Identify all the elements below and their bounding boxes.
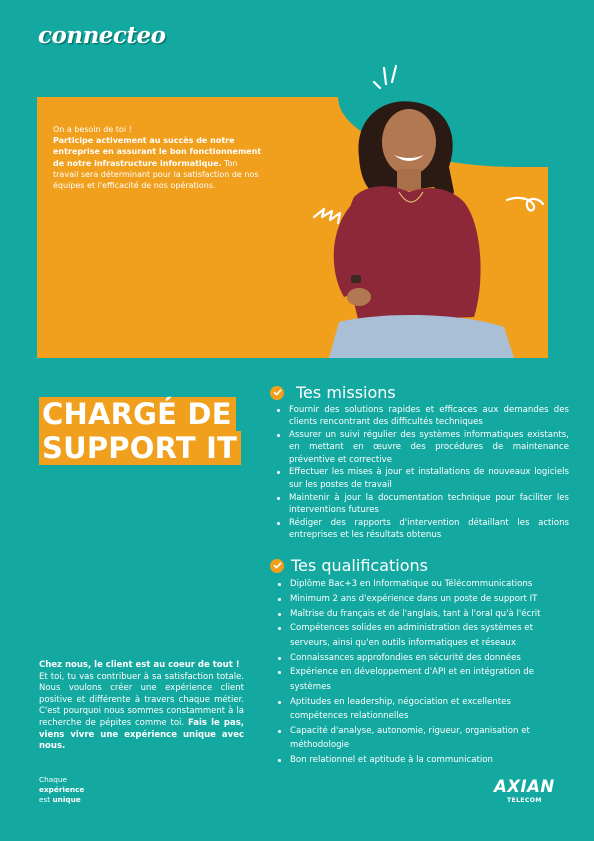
list-item: Compétences solides en administration des systèmes et serveurs, ainsi qu'en outils informatiques et réseaux	[276, 621, 571, 650]
qualifications-title: Tes qualifications	[291, 556, 428, 575]
check-circle-icon	[270, 386, 284, 400]
list-item: Connaissances approfondies en sécurité des données	[276, 651, 571, 665]
list-item: Fournir des solutions rapides et efficaces aux demandes des clients rencontrant des difficultés techniques	[275, 404, 569, 429]
axian-logo-name: AXIAN	[494, 777, 555, 796]
missions-title: Tes missions	[296, 383, 396, 402]
list-item: Aptitudes en leadership, négociation et excellentes compétences relationnelles	[276, 695, 571, 724]
list-item: Expérience en développement d'API et en intégration de systèmes	[276, 665, 571, 694]
qualifications-header	[270, 556, 428, 575]
tagline-word: est	[39, 795, 51, 805]
check-circle-icon	[270, 559, 284, 573]
hero-intro-line: On a besoin de toi !	[53, 125, 132, 134]
job-title	[39, 397, 241, 465]
list-item: Capacité d'analyse, autonomie, rigueur, organisation et méthodologie	[276, 724, 571, 753]
doodle-lines-icon	[368, 62, 408, 92]
hero-bold-text: Participe activement au succès de notre entreprise en assurant le bon fonctionnement de notre infrastructure informatique.	[53, 136, 262, 168]
list-item: Bon relationnel et aptitude à la communication	[276, 753, 571, 767]
job-title-line2: SUPPORT IT	[39, 431, 241, 465]
hero-text	[53, 124, 263, 191]
connecteo-logo: connecteo	[38, 22, 166, 49]
hero-rest-text: Ton travail sera déterminant pour la satisfaction de nos équipes et l'efficacité de nos opérations.	[53, 158, 259, 191]
list-item: Maintenir à jour la documentation technique pour faciliter les interventions futures	[275, 492, 569, 517]
list-item: Effectuer les mises à jour et installations de nouveaux logiciels sur les postes de travail	[275, 466, 569, 491]
axian-logo-sub: TELECOM	[507, 797, 542, 804]
doodle-curl-icon	[503, 190, 547, 216]
missions-list	[275, 404, 569, 542]
intro-bold-1: Chez nous, le client est au coeur de tout !	[39, 660, 240, 670]
hero-banner	[37, 97, 548, 358]
missions-header	[270, 383, 396, 402]
intro-bold-2: Fais le pas, viens vivre une expérience unique avec nous.	[39, 717, 244, 752]
tagline-word: expérience	[39, 785, 85, 795]
intro-text: Et toi, tu vas contribuer à sa satisfaction totale. Nous voulons créer une expérience client positive et différente à travers chaque métier. C'est pourquoi nous sommes constamment à la recherche de pépites comme toi.	[39, 671, 244, 728]
qualifications-list	[276, 577, 571, 768]
list-item: Rédiger des rapports d'intervention détaillant les actions entreprises et les résultats obtenus	[275, 517, 569, 542]
list-item: Assurer un suivi régulier des systèmes informatiques existants, en mettant en œuvre des procédures de maintenance préventive et corrective	[275, 429, 569, 466]
doodle-squiggle-icon	[310, 203, 354, 237]
company-intro	[39, 660, 244, 753]
list-item: Diplôme Bac+3 en Informatique ou Télécommunications	[276, 577, 571, 591]
tagline-word: Chaque	[39, 775, 67, 784]
job-title-line1: CHARGÉ DE	[39, 397, 236, 431]
list-item: Maîtrise du français et de l'anglais, tant à l'oral qu'à l'écrit	[276, 607, 571, 621]
tagline-word: unique	[52, 795, 81, 805]
tagline	[39, 775, 84, 806]
axian-telecom-logo	[494, 778, 555, 804]
list-item: Minimum 2 ans d'expérience dans un poste de support IT	[276, 592, 571, 606]
